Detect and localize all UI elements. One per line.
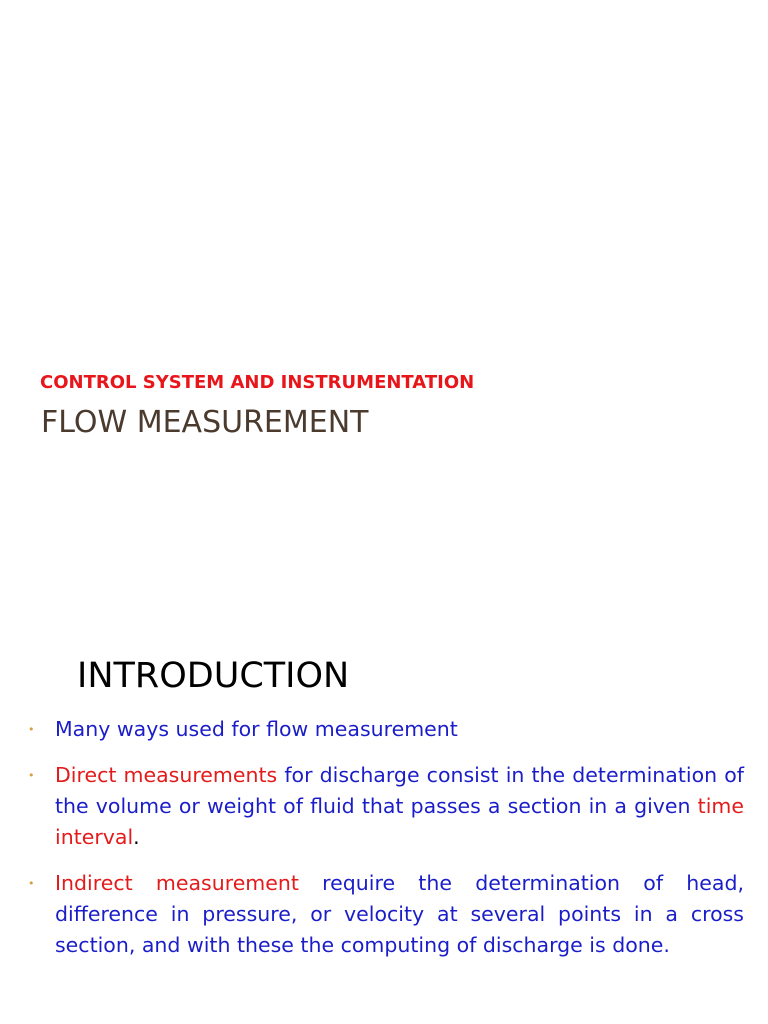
bullet-lead-term: Direct measurements <box>55 763 278 787</box>
bullet-dot-icon: • <box>28 723 35 736</box>
bullet-text: Many ways used for flow measurement <box>55 717 458 741</box>
bullet-lead-term: Indirect measurement <box>55 871 299 895</box>
introduction-heading: INTRODUCTION <box>77 656 350 696</box>
bullet-item-direct-measurements <box>24 760 744 853</box>
bullet-list <box>24 714 744 976</box>
slide-title: FLOW MEASUREMENT <box>41 405 369 440</box>
introduction-slide <box>0 512 768 1024</box>
bullet-highlight-term: time interval <box>55 794 744 849</box>
bullet-dot-icon: • <box>28 877 35 890</box>
slide-subtitle: CONTROL SYSTEM AND INSTRUMENTATION <box>40 372 475 393</box>
bullet-text: require the determination of head, difference in pressure, or velocity at several points in a cross section, and with these the computing of discharge is done. <box>55 871 744 957</box>
bullet-item-flow-ways <box>24 714 744 745</box>
bullet-dot-icon: • <box>28 769 35 782</box>
bullet-item-indirect-measurement <box>24 868 744 961</box>
bullet-end-punctuation: . <box>133 825 140 849</box>
bullet-text: for discharge consist in the determination of the volume or weight of fluid that passes a section in a given <box>55 763 745 818</box>
